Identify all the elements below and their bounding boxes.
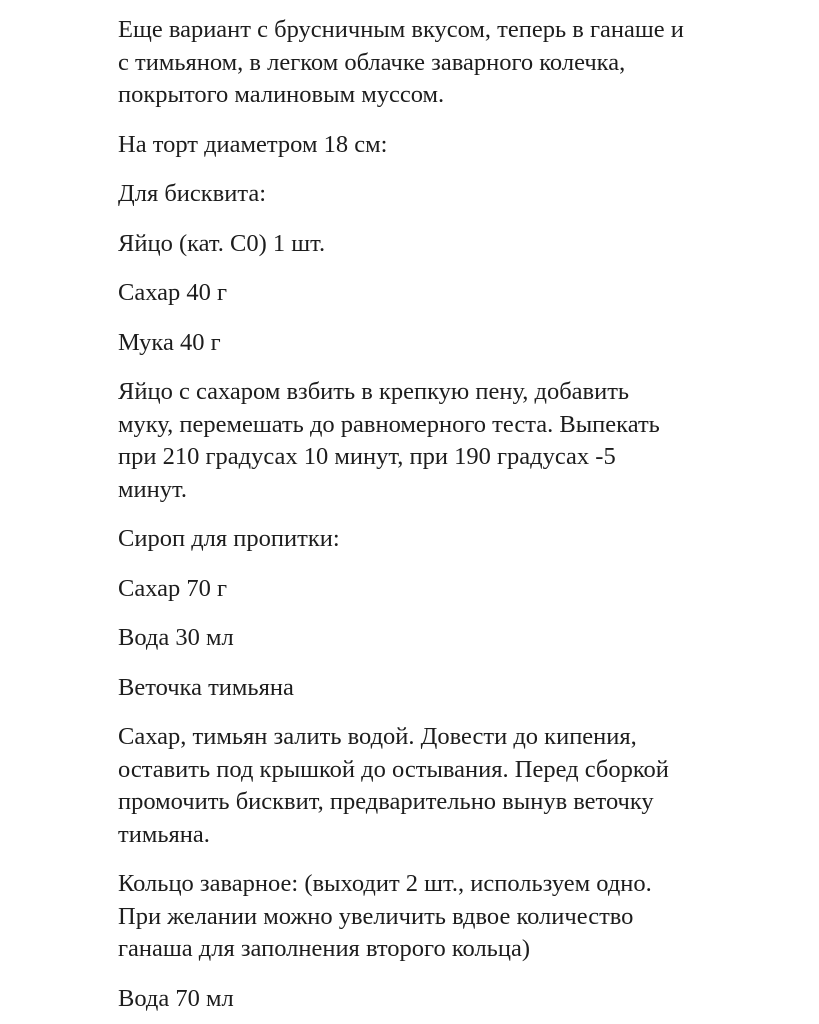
- recipe-text: [118, 14, 778, 1024]
- ingredient-egg: [118, 228, 778, 261]
- text-line: Вода 30 мл: [118, 624, 234, 651]
- ingredient-flour: [118, 327, 778, 360]
- text-line: Вода 70 мл: [118, 984, 234, 1012]
- text-line: Веточка тимьяна: [118, 673, 294, 701]
- text-line: оставить под крышкой до остывания. Перед сборкой: [118, 755, 669, 783]
- text-line: Для бисквита:: [118, 180, 267, 207]
- text-line: тимьяна.: [118, 820, 210, 848]
- text-line: промочить бисквит, предварительно вынув веточку: [118, 788, 654, 815]
- text-line: при 210 градусах 10 минут, при 190 градусах -5: [118, 443, 616, 470]
- cake-size-paragraph: [118, 129, 778, 162]
- sponge-heading: [118, 178, 778, 211]
- ingredient-water: [118, 622, 778, 655]
- syrup-method-paragraph: [118, 721, 778, 851]
- sponge-method-paragraph: [118, 376, 778, 506]
- text-line: Еще вариант с брусничным вкусом, теперь в ганаше и: [118, 16, 684, 43]
- syrup-heading: [118, 523, 778, 556]
- text-line: Сахар, тимьян залить водой. Довести до кипения,: [118, 723, 637, 750]
- text-line: Сахар 70 г: [118, 574, 228, 602]
- ingredient-choux-water: [118, 983, 778, 1016]
- ingredient-syrup-sugar: [118, 573, 778, 606]
- choux-ring-paragraph: [118, 868, 778, 966]
- ingredient-thyme: [118, 672, 778, 705]
- text-line: ганаша для заполнения второго кольца): [118, 935, 530, 962]
- text-line: На торт диаметром 18 см:: [118, 130, 388, 158]
- text-line: муку, перемешать до равномерного теста. Выпекать: [118, 410, 660, 438]
- text-line: Кольцо заварное: (выходит 2 шт., используем одно.: [118, 870, 652, 897]
- text-line: Яйцо с сахаром взбить в крепкую пену, добавить: [118, 378, 630, 405]
- intro-paragraph: [118, 14, 778, 112]
- text-line: Сахар 40 г: [118, 279, 228, 306]
- text-line: Мука 40 г: [118, 328, 221, 356]
- text-line: При желании можно увеличить вдвое количество: [118, 902, 634, 930]
- text-line: Яйцо (кат. С0) 1 шт.: [118, 229, 326, 257]
- text-line: с тимьяном, в легком облачке заварного колечка,: [118, 48, 626, 76]
- ingredient-sugar: [118, 277, 778, 310]
- text-line: покрытого малиновым муссом.: [118, 81, 445, 108]
- text-line: Сироп для пропитки:: [118, 525, 340, 552]
- text-line: минут.: [118, 475, 187, 503]
